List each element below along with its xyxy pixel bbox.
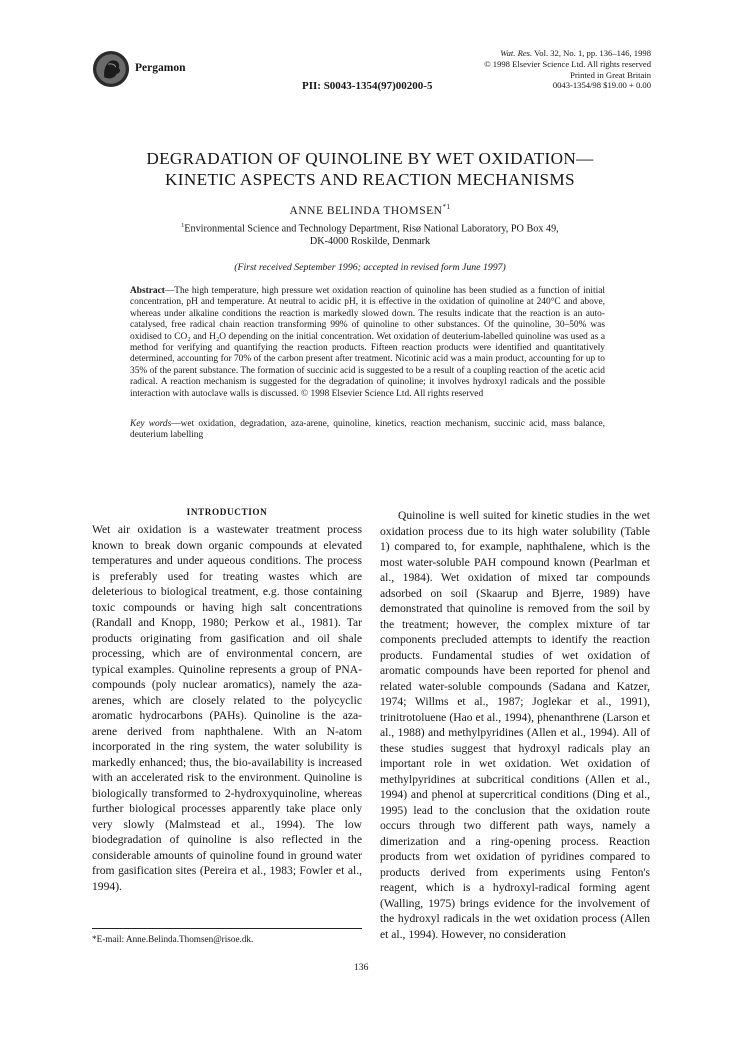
author-name: ANNE BELINDA THOMSEN [289,204,443,217]
printed-in: Printed in Great Britain [570,69,651,80]
introduction-right-column: Quinoline is well suited for kinetic studies in the wet oxidation process due to its high water solubility (Table 1) compared to, for example, naphthalene, which is the most water-soluble PAH compound known (Pearlman et al., 1984). Wet oxidation of mixed tar compounds adsorbed on soil (Skaarup and Bjerre, 1989) have demonstrated that quinoline is removed from the soil by the treatment; however, the complex mixture of tar components precluded attempts to identify the reaction products. Fundamental studies of wet oxidation of aromatic compounds have been reported for phenol and related water-soluble compounds (Sadana and Katzer, 1974; Willms et al., 1987; Joglekar et al., 1991), trinitrotoluene (Hao et al., 1994), phenanthrene (Larson et al., 1988) and methylpyridines (Allen et al., 1994). All of these studies suggest that hydroxyl radicals play an important role in wet oxidation. Wet oxidation of methylpyridines at subcritical conditions (Allen et al., 1994) and phenol at supercritical conditions (Ding et al., 1995) lead to the conclusion that the oxidation route occurs through two different path ways, namely a dimerization and a ring-opening process. Reaction products from wet oxidation of pyridines compared to products derived from experiments using Fenton's reagent, which is a hydroxyl-radical forming agent (Walling, 1975) brings evidence for the involvement of the hydroxyl radicals in the wet oxidation process (Allen et al., 1994). However, no consideration [380,509,650,941]
article-title [90,148,650,190]
affiliation-mark: 1 [181,223,185,229]
copyright-line: © 1998 Elsevier Science Ltd. All rights reserved [484,58,651,69]
title-line-2: KINETIC ASPECTS AND REACTION MECHANISMS [165,170,575,189]
abstract-text: —The high temperature, high pressure wet oxidation reaction of quinoline has been studied as a function of initial concentration, pH and temperature. At neutral to acidic pH, it is effective in the oxidation of quinoline at 240°C and above, whereas under alkaline conditions the reaction is markedly slowed down. The results indicate that the reaction is an auto-catalysed, free radical chain reaction transforming 99% of quinoline to other substances. Of the quinoline, 30–50% was oxidised to CO₂ and H₂O depending on the initial concentration. Wet oxidation of deuterium-labelled quinoline was used as a method for verifying and quantifying the reaction products. Fifteen reaction products were identified and quantitatively determined, accounting for 70% of the carbon present after treatment. Nicotinic acid was a main product, accounting for up to 35% of the parent substance. The formation of succinic acid is suggested to be a result of a coupling reaction of the acetic acid radical. A reaction mechanism is suggested for the degradation of quinoline; it involves hydroxyl radicals and the possible interaction with autoclave walls is discussed. © 1998 Elsevier Science Ltd. All rights reserved [130,286,605,399]
received-dates: (First received September 1996; accepted in revised form June 1997) [234,262,506,273]
affiliation-line-2: DK-4000 Roskilde, Denmark [309,235,431,247]
publisher-name: Pergamon [135,62,186,74]
title-line-1: DEGRADATION OF QUINOLINE BY WET OXIDATION— [146,149,594,168]
footnote-divider [92,928,362,929]
page-number: 136 [354,962,369,973]
abstract [130,286,605,400]
journal-details: Vol. 32, No. 1, pp. 136–146, 1998 [534,48,651,58]
abstract-label: Abstract [130,286,165,296]
pii-identifier: PII: S0043-1354(97)00200-5 [302,80,433,92]
footnote-email: *E-mail: Anne.Belinda.Thomsen@risoe.dk. [92,934,254,944]
introduction-heading: INTRODUCTION [186,507,268,517]
author-marks: *1 [442,203,451,211]
affiliation [90,220,650,248]
introduction-left-column: Wet air oxidation is a wastewater treatment process known to break down organic compounds at elevated temperatures and under aqueous conditions. The process is preferably used for treating wastes which are deleterious to biological treatment, e.g. those containing toxic compounds or having high salt concentrations (Randall and Knopp, 1980; Perkow et al., 1981). Tar products originating from gasification and oil shale processing, which are of environmental concern, are typical examples. Quinoline represents a group of PNA-compounds (poly nuclear aromatics), namely the aza-arenes, which are closely related to the polycyclic aromatic hydrocarbons (PAHs). Quinoline is the aza-arene derived from naphthalene. With an N-atom incorporated in the ring system, the water solubility is markedly enhanced; thus, the bio-availability is increased with an accelerated risk to the environment. Quinoline is biologically transformed to 2-hydroxyquinoline, whereas further biological processes apparently take place only very slowly (Malmstead et al., 1994). The low biodegradation of quinoline is also reflected in the considerable amounts of quinoline found in ground water from gasification sites (Pereira et al., 1983; Fowler et al., 1994). [92,523,362,893]
issn-price: 0043-1354/98 $19.00 + 0.00 [552,80,651,91]
pergamon-logo-icon [92,50,130,88]
author [90,203,650,217]
keywords-text: —wet oxidation, degradation, aza-arene, quinoline, kinetics, reaction mechanism, succinic acid, mass balance, deuterium labelling [130,419,605,441]
keywords-label: Key words [130,419,172,429]
journal-abbreviation: Wat. Res. [500,48,533,58]
affiliation-line-1: Environmental Science and Technology Department, Risø National Laboratory, PO Box 49, [184,223,559,235]
journal-citation [484,48,651,91]
keywords [130,419,605,442]
